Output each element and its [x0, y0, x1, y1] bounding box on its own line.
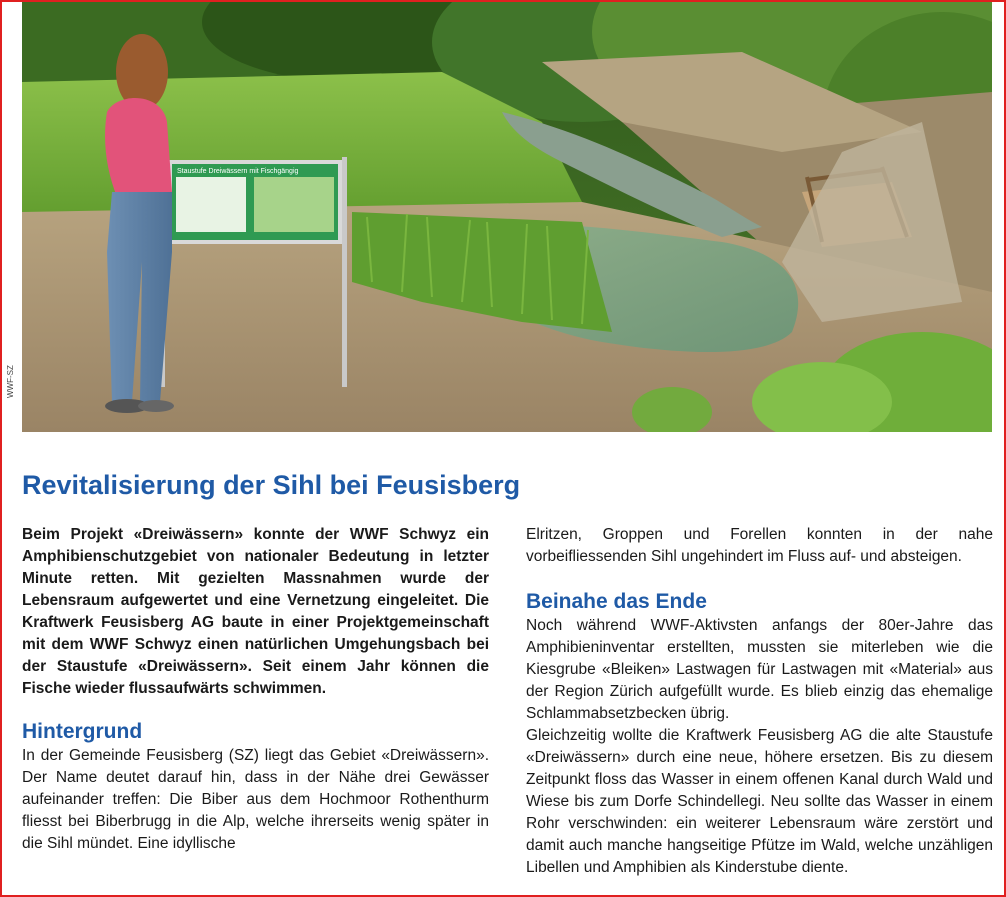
article-photo [22, 2, 992, 432]
body-paragraph: In der Gemeinde Feusisberg (SZ) liegt das Gebiet «Dreiwässern». Der Name deutet darauf hin, dass in der Nähe drei Gewässer aufeinander treffen: Die Biber aus dem Hochmoor Rothenthurm fliesst bei Biberbrugg in die Alp, welche ihrerseits wenig später in die Sihl mündet. Eine idyllische [22, 747, 489, 852]
article-title: Revitalisierung der Sihl bei Feusisberg [22, 470, 521, 500]
body-paragraph: Noch während WWF-Aktivsten anfangs der 80er-Jahre das Amphibieninventar erstellten, mussten sie miterleben wie die Kiesgrube «Bleiken» Lastwagen für Lastwagen mit «Material» aus der Region Zürich aufgefüllt wurde. Es blieb einzig das ehemalige Schlammabsetzbecken übrig. [526, 617, 993, 722]
lead-paragraph: Beim Projekt «Dreiwässern» konnte der WWF Schwyz ein Amphibienschutzgebiet von nationaler Bedeutung in letzter Minute retten. Mit gezielten Massnahmen wurde der Lebensraum aufgewertet und eine Vernetzung eingeleitet. Die Kraftwerk Feusisberg AG baute in einer Projektgemeinschaft mit dem WWF Schwyz einen natürlichen Umgehungsbach bei der Staustufe «Dreiwässern». Seit einem Jahr können die Fische wieder flussaufwärts schwimmen. [22, 526, 489, 697]
section-heading-hintergrund: Hintergrund [22, 720, 143, 743]
body-paragraph-continuation: Elritzen, Groppen und Forellen konnten in der nahe vorbeifliessenden Sihl ungehindert im Fluss auf- und absteigen. [526, 526, 993, 565]
section-heading-beinahe-das-ende: Beinahe das Ende [526, 590, 707, 613]
photo-credit: WWF-SZ [6, 365, 15, 398]
body-paragraph: Gleichzeitig wollte die Kraftwerk Feusisberg AG die alte Staustufe «Dreiwässern» durch eine neue, höhere ersetzen. Bis zu diesem Zeitpunkt floss das Wasser in einem offenen Kanal durch Wald und Wiese bis zum Dorfe Schindellegi. Neu sollte das Wasser in einem Rohr verschwinden: ein weiterer Lebensraum wäre zerstört und damit auch manche hangseitige Pfütze im Wald, welche unzähligen Libellen und Amphibien als Kinderstube diente. [526, 727, 993, 876]
column-right [526, 524, 993, 879]
column-left [22, 524, 489, 855]
sign-title: Staustufe Dreiwässern mit Fischgängig [177, 168, 299, 175]
